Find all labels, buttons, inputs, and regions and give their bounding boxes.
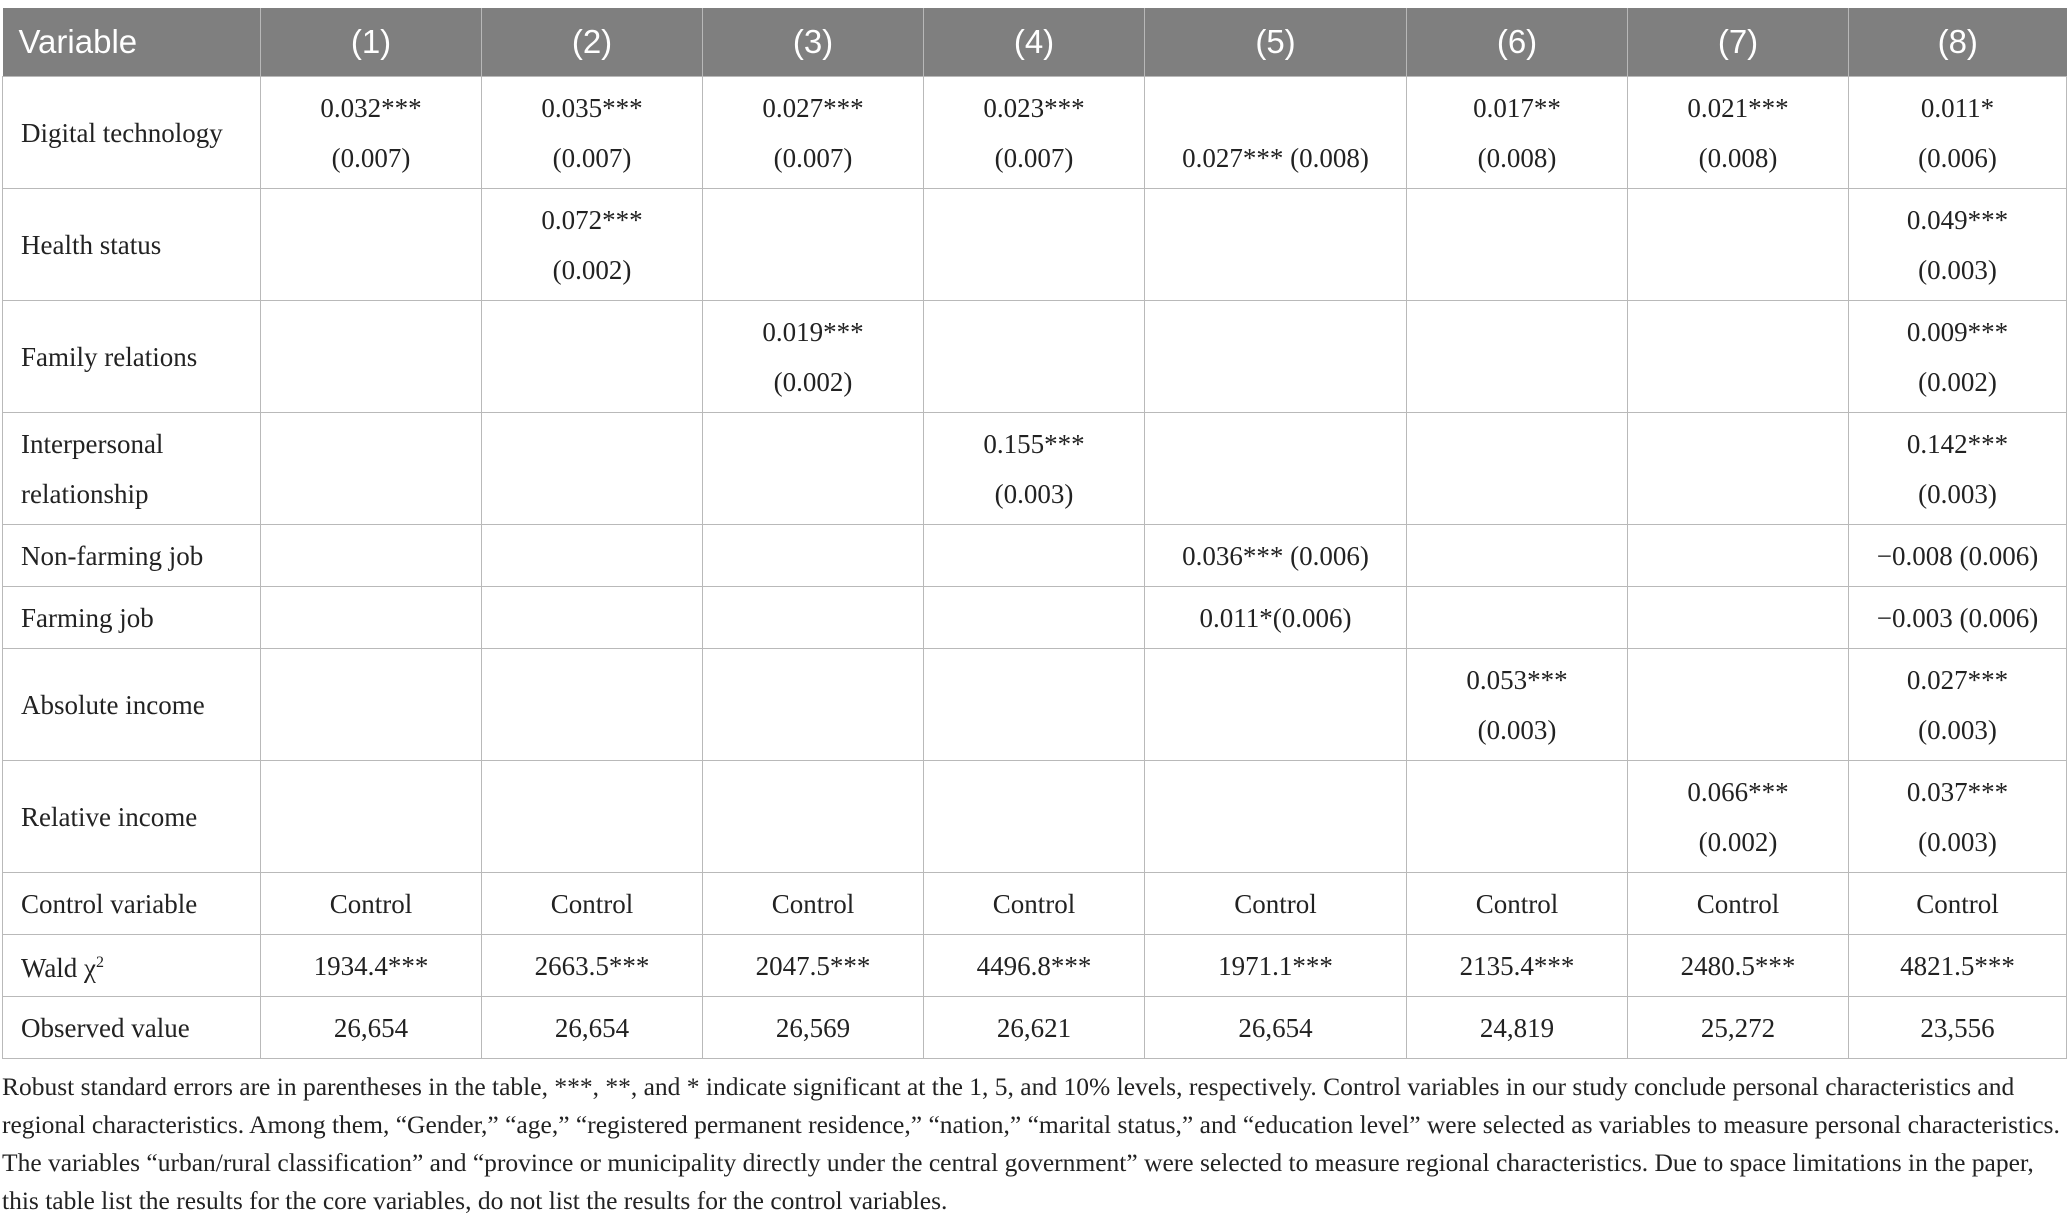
- table-cell: [261, 301, 482, 413]
- header-row: [3, 8, 2067, 77]
- column-header: (2): [482, 8, 703, 77]
- row-label: [3, 525, 261, 587]
- column-header: (8): [1849, 8, 2067, 77]
- table-row: [3, 301, 2067, 413]
- regression-results-table: [2, 8, 2067, 1059]
- cell-value: 0.021***: [1687, 92, 1789, 123]
- table-cell: [1849, 761, 2067, 873]
- cell-value: 23,556: [1920, 1012, 1995, 1043]
- column-header-variable: Variable: [3, 8, 261, 77]
- table-cell: [1407, 525, 1628, 587]
- table-row: [3, 761, 2067, 873]
- table-cell: [924, 525, 1145, 587]
- table-cell: [1407, 873, 1628, 935]
- row-label: [3, 413, 261, 525]
- table-cell: [1407, 935, 1628, 997]
- table-row: [3, 189, 2067, 301]
- table-row: [3, 935, 2067, 997]
- table-cell: [482, 301, 703, 413]
- table-cell: [1849, 189, 2067, 301]
- table-cell: [1849, 587, 2067, 649]
- cell-value: −0.008 (0.006): [1876, 540, 2039, 571]
- table-cell: [703, 413, 924, 525]
- table-cell: [703, 77, 924, 189]
- cell-value: 0.053***: [1466, 664, 1568, 695]
- table-cell: [261, 587, 482, 649]
- row-label-text: Absolute income: [21, 689, 205, 720]
- table-cell: [261, 77, 482, 189]
- table-cell: [1849, 649, 2067, 761]
- table-cell: [703, 587, 924, 649]
- row-label-text: Relative income: [21, 801, 198, 832]
- table-cell: [261, 649, 482, 761]
- row-label-line: Interpersonal: [21, 428, 164, 459]
- table-cell: [924, 189, 1145, 301]
- table-cell: [1407, 301, 1628, 413]
- table-cell: [1407, 997, 1628, 1059]
- table-cell: [1849, 413, 2067, 525]
- cell-value: Control: [1916, 888, 1999, 919]
- table-cell: [261, 413, 482, 525]
- cell-value: 0.027***: [1906, 664, 2009, 695]
- table-cell: [1849, 301, 2067, 413]
- table-cell: [1628, 189, 1849, 301]
- cell-value: 24,819: [1479, 1012, 1555, 1043]
- table-cell: [482, 587, 703, 649]
- column-header: (3): [703, 8, 924, 77]
- cell-value: Control: [992, 888, 1076, 919]
- cell-value: (0.007): [552, 142, 632, 173]
- cell-value: 0.032***: [320, 92, 422, 123]
- table-cell: [1628, 761, 1849, 873]
- cell-value: (0.002): [1698, 826, 1778, 857]
- table-cell: [924, 301, 1145, 413]
- table-cell: [703, 761, 924, 873]
- row-label-text: Non-farming job: [21, 540, 204, 571]
- cell-value: [1145, 83, 1406, 133]
- row-label: [3, 935, 261, 997]
- table-cell: [1145, 189, 1407, 301]
- table-cell: [924, 935, 1145, 997]
- table-cell: [703, 935, 924, 997]
- table-cell: [1407, 189, 1628, 301]
- row-label: [3, 873, 261, 935]
- row-label-text: Digital technology: [21, 117, 223, 148]
- cell-value: 26,654: [554, 1012, 630, 1043]
- cell-value: Control: [771, 888, 855, 919]
- table-row: [3, 77, 2067, 189]
- cell-value: 1971.1***: [1218, 950, 1333, 981]
- table-cell: [1628, 587, 1849, 649]
- cell-value: (0.003): [1918, 254, 1997, 285]
- table-cell: [1628, 935, 1849, 997]
- table-cell: [482, 525, 703, 587]
- table-cell: [1849, 77, 2067, 189]
- table-row: [3, 413, 2067, 525]
- table-cell: [1145, 413, 1407, 525]
- cell-value: 0.049***: [1906, 204, 2009, 235]
- table-cell: [1145, 525, 1407, 587]
- table-cell: [703, 525, 924, 587]
- row-label: [3, 997, 261, 1059]
- table-cell: [1145, 587, 1407, 649]
- column-header: (7): [1628, 8, 1849, 77]
- cell-value: (0.007): [773, 142, 853, 173]
- cell-value: 26,654: [333, 1012, 409, 1043]
- row-label: [3, 77, 261, 189]
- cell-value: (0.002): [1918, 366, 1997, 397]
- table-cell: [703, 997, 924, 1059]
- cell-value: (0.003): [1477, 714, 1557, 745]
- table-cell: [703, 189, 924, 301]
- cell-value: 1934.4***: [313, 950, 429, 981]
- table-row: [3, 873, 2067, 935]
- table-cell: [1407, 77, 1628, 189]
- table-cell: [482, 649, 703, 761]
- cell-value: 0.037***: [1906, 776, 2009, 807]
- table-cell: [1145, 761, 1407, 873]
- table-cell: [924, 587, 1145, 649]
- cell-value: 0.035***: [541, 92, 643, 123]
- table-cell: [703, 649, 924, 761]
- row-label-text: Farming job: [21, 602, 154, 633]
- cell-value: 0.011*(0.006): [1199, 602, 1352, 633]
- table-row: [3, 587, 2067, 649]
- table-cell: [1407, 587, 1628, 649]
- table-cell: [1849, 525, 2067, 587]
- table-row: [3, 525, 2067, 587]
- cell-value: 0.036*** (0.006): [1182, 540, 1369, 571]
- cell-value: 0.011*: [1920, 92, 1995, 123]
- cell-value: 2047.5***: [755, 950, 871, 981]
- table-cell: [1628, 77, 1849, 189]
- cell-value: 0.017**: [1473, 92, 1561, 123]
- cell-value: 2135.4***: [1459, 950, 1575, 981]
- column-header: (1): [261, 8, 482, 77]
- cell-value: (0.003): [1918, 714, 1997, 745]
- table-cell: [924, 873, 1145, 935]
- table-cell: [924, 649, 1145, 761]
- row-label: [3, 649, 261, 761]
- table-cell: [482, 935, 703, 997]
- table-cell: [1145, 649, 1407, 761]
- cell-value: 0.027***: [762, 92, 864, 123]
- column-header: (6): [1407, 8, 1628, 77]
- row-label-text: Family relations: [21, 341, 198, 372]
- row-label-superscript: 2: [96, 954, 105, 971]
- table-footnote: [2, 1068, 2066, 1220]
- table-cell: [482, 413, 703, 525]
- row-label: [3, 587, 261, 649]
- table-cell: [1145, 77, 1407, 189]
- footnote-text: Robust standard errors are in parentheses in the table, ***, **, and * indicate significant at the 1, 5, and 10% levels, respectively. Control variables in our study conclude personal characteristics and regional characteristics. Among them, “Gender,” “age,” “registered permanent residence,” “nation,” “marital status,” and “education level” were selected as variables to measure personal characteristics. The variables “urban/rural classification” and “province or municipality directly under the central government” were selected to measure regional characteristics. Due to space limitations in the paper, this table list the results for the core variables, do not list the results for the control variables.: [2, 1072, 2060, 1215]
- cell-value: 26,654: [1238, 1012, 1313, 1043]
- cell-value: 0.155***: [983, 428, 1085, 459]
- table-cell: [482, 873, 703, 935]
- table-cell: [1407, 649, 1628, 761]
- table-cell: [1628, 997, 1849, 1059]
- cell-value: 0.142***: [1906, 428, 2009, 459]
- cell-value: 2663.5***: [534, 950, 650, 981]
- cell-value: 4496.8***: [976, 950, 1092, 981]
- table-cell: [1407, 761, 1628, 873]
- cell-value: −0.003 (0.006): [1876, 602, 2039, 633]
- cell-value: 0.019***: [762, 316, 864, 347]
- row-label: [3, 301, 261, 413]
- cell-value: 0.023***: [983, 92, 1085, 123]
- cell-value: Control: [1696, 888, 1780, 919]
- table-cell: [1849, 935, 2067, 997]
- cell-value: (0.008): [1477, 142, 1557, 173]
- cell-value: 25,272: [1700, 1012, 1776, 1043]
- column-header: (4): [924, 8, 1145, 77]
- cell-value: (0.006): [1918, 142, 1997, 173]
- cell-value: Control: [1475, 888, 1559, 919]
- row-label-text: Wald χ: [21, 953, 97, 983]
- cell-value: 4821.5***: [1900, 950, 2015, 981]
- cell-value: (0.003): [994, 478, 1074, 509]
- cell-value: 2480.5***: [1680, 950, 1796, 981]
- cell-value: (0.007): [994, 142, 1074, 173]
- column-header: (5): [1145, 8, 1407, 77]
- cell-value: 26,621: [996, 1012, 1072, 1043]
- table-cell: [482, 997, 703, 1059]
- row-label-text: Health status: [21, 229, 162, 260]
- table-cell: [1145, 997, 1407, 1059]
- cell-value: 0.066***: [1687, 776, 1789, 807]
- row-label-text: Control variable: [21, 888, 198, 919]
- row-label: [3, 189, 261, 301]
- cell-value: Control: [329, 888, 413, 919]
- table-cell: [1628, 649, 1849, 761]
- table-cell: [1145, 935, 1407, 997]
- table-cell: [1628, 413, 1849, 525]
- table-cell: [1628, 301, 1849, 413]
- table-cell: [261, 761, 482, 873]
- table-cell: [1628, 873, 1849, 935]
- table-cell: [703, 873, 924, 935]
- cell-value: Control: [550, 888, 634, 919]
- table-cell: [1849, 997, 2067, 1059]
- table-cell: [1849, 873, 2067, 935]
- cell-value: 0.009***: [1906, 316, 2009, 347]
- table-cell: [261, 997, 482, 1059]
- table-cell: [1407, 413, 1628, 525]
- cell-value: (0.008): [1698, 142, 1778, 173]
- cell-value: (0.002): [773, 366, 853, 397]
- cell-value: 0.027*** (0.008): [1182, 142, 1369, 173]
- table-cell: [924, 997, 1145, 1059]
- row-label: [3, 761, 261, 873]
- table-body: [3, 77, 2067, 1059]
- cell-value: 26,569: [775, 1012, 851, 1043]
- table-cell: [703, 301, 924, 413]
- cell-value: (0.007): [331, 142, 411, 173]
- cell-value: (0.003): [1918, 826, 1997, 857]
- cell-value: Control: [1234, 888, 1317, 919]
- table-cell: [482, 77, 703, 189]
- table-cell: [924, 761, 1145, 873]
- table-cell: [1628, 525, 1849, 587]
- row-label-text: Observed value: [21, 1012, 190, 1043]
- table-row: [3, 997, 2067, 1059]
- table-cell: [482, 189, 703, 301]
- table-cell: [1145, 301, 1407, 413]
- table-cell: [261, 525, 482, 587]
- table-cell: [1145, 873, 1407, 935]
- table-row: [3, 649, 2067, 761]
- table-cell: [261, 189, 482, 301]
- cell-value: (0.003): [1918, 478, 1997, 509]
- table-cell: [261, 873, 482, 935]
- table-cell: [924, 77, 1145, 189]
- table-cell: [924, 413, 1145, 525]
- cell-value: (0.002): [552, 254, 632, 285]
- table-cell: [261, 935, 482, 997]
- row-label-line: relationship: [21, 478, 149, 509]
- cell-value: 0.072***: [541, 204, 643, 235]
- table-cell: [482, 761, 703, 873]
